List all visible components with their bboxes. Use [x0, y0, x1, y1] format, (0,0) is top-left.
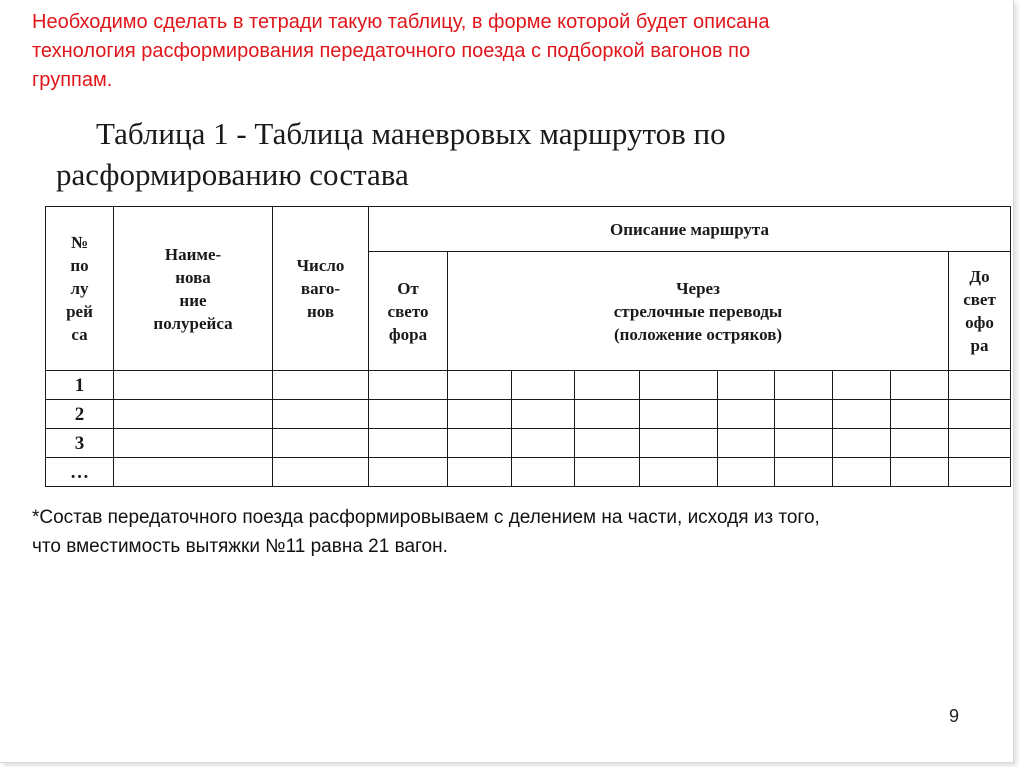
footnote: *Состав передаточного поезда расформировываем с делением на части, исходя из того, что вместимость вытяжки №11 равна 21 вагон. [32, 507, 820, 557]
empty-cell [640, 371, 718, 400]
empty-cell [718, 371, 775, 400]
header-route-description: Описание маршрута [369, 207, 1011, 252]
empty-cell [575, 400, 640, 429]
row-number: 2 [46, 400, 114, 429]
empty-cell [891, 429, 949, 458]
empty-cell [512, 371, 575, 400]
empty-cell [512, 429, 575, 458]
empty-cell [575, 429, 640, 458]
empty-cell [833, 400, 891, 429]
row-number: 3 [46, 429, 114, 458]
empty-cell [718, 458, 775, 487]
header-num: № по лу рей са [46, 207, 114, 371]
empty-cell [273, 458, 369, 487]
empty-cell [833, 458, 891, 487]
instruction-text: Необходимо сделать в тетради такую таблицу, в форме которой будет описана технология расформирования передаточного поезда с подборкой вагонов по группам. [32, 11, 770, 91]
empty-cell [891, 458, 949, 487]
page-number: 9 [949, 706, 960, 726]
empty-cell [949, 458, 1011, 487]
empty-cell [114, 429, 273, 458]
empty-cell [640, 400, 718, 429]
header-from-signal: От свето фора [369, 252, 448, 371]
empty-cell [448, 458, 512, 487]
empty-cell [114, 400, 273, 429]
row-number: … [46, 458, 114, 487]
empty-cell [718, 429, 775, 458]
empty-cell [640, 429, 718, 458]
empty-cell [512, 400, 575, 429]
empty-cell [448, 371, 512, 400]
header-wagons: Число ваго- нов [273, 207, 369, 371]
empty-cell [949, 400, 1011, 429]
empty-cell [718, 400, 775, 429]
empty-cell [775, 400, 833, 429]
empty-cell [448, 429, 512, 458]
empty-cell [114, 371, 273, 400]
empty-cell [891, 400, 949, 429]
empty-cell [114, 458, 273, 487]
header-via-switches: Через стрелочные переводы (положение остряков) [448, 252, 949, 371]
empty-cell [273, 400, 369, 429]
empty-cell [640, 458, 718, 487]
routes-table [45, 206, 1011, 487]
empty-cell [775, 458, 833, 487]
empty-cell [833, 429, 891, 458]
header-to-signal: До свет офо ра [949, 252, 1011, 371]
empty-cell [369, 458, 448, 487]
empty-cell [369, 371, 448, 400]
empty-cell [369, 429, 448, 458]
empty-cell [949, 429, 1011, 458]
empty-cell [833, 371, 891, 400]
empty-cell [775, 429, 833, 458]
empty-cell [575, 458, 640, 487]
table-row [46, 371, 1011, 400]
table-row [46, 458, 1011, 487]
empty-cell [775, 371, 833, 400]
empty-cell [273, 371, 369, 400]
table-body [46, 371, 1011, 487]
header-name: Наиме- нова ние полурейса [114, 207, 273, 371]
table-caption: Таблица 1 - Таблица маневровых маршрутов по расформированию состава [56, 116, 726, 192]
row-number: 1 [46, 371, 114, 400]
empty-cell [448, 400, 512, 429]
empty-cell [949, 371, 1011, 400]
empty-cell [273, 429, 369, 458]
table-row [46, 429, 1011, 458]
table-row [46, 400, 1011, 429]
empty-cell [369, 400, 448, 429]
empty-cell [575, 371, 640, 400]
empty-cell [512, 458, 575, 487]
empty-cell [891, 371, 949, 400]
